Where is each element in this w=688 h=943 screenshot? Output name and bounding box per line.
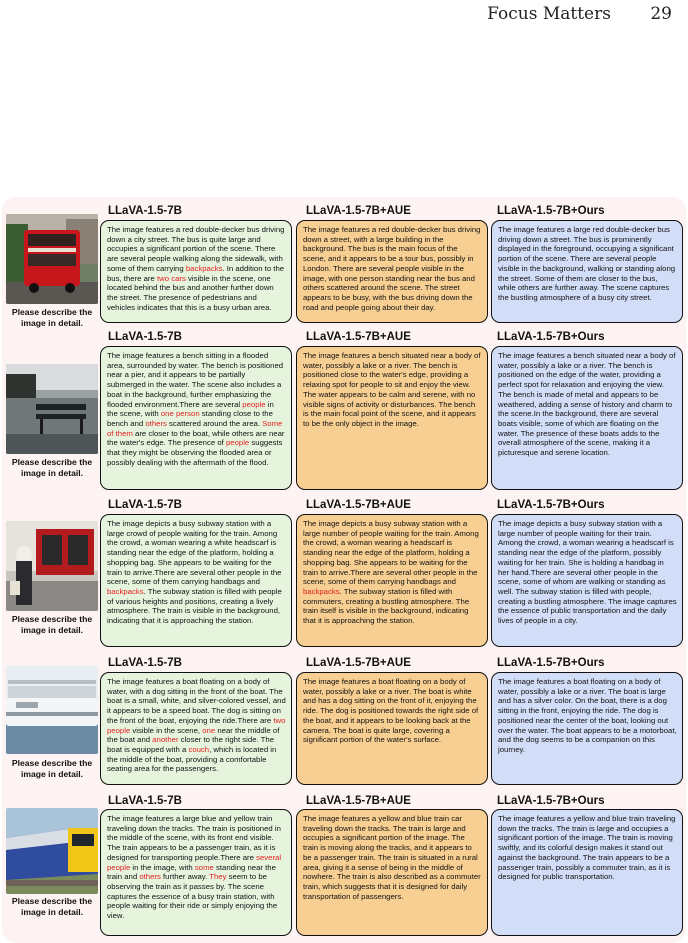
column-title-ours: LLaVA-1.5-7B+Ours	[497, 331, 605, 343]
boat-image	[6, 666, 98, 754]
caption-text: The image features a yellow and blue train traveling down the tracks. The train is large and occupies a significant portion of the image. The train is moving swiftly, and its colorful design makes it stand out against the background. The train appears to be a passenger train, possibly a commuter train, as it is designed for public transportation.	[498, 814, 676, 882]
caption-text: , which is located in the middle of the boat, providing a comfortable seating area for the passengers.	[107, 744, 277, 774]
caption-text: The image features a boat floating on a body of water, possibly a lake or a river. The boat is white and has a dog sitting on the front of it, enjoying the ride. The dog is positioned towards the right side of the boat, and it appears to be looking back at the camera. The boat is quite large, covering a significant portion of the water's surface.	[303, 677, 479, 745]
prompt-label: Please describe the image in detail.	[11, 896, 93, 917]
page-header	[487, 4, 672, 24]
hallucinated-phrase: people	[225, 438, 250, 448]
caption-text: seem to be observing the train as it passes by. The scene captures the essence of a busy train station, with people waiting for their ride or simply enjoying the view.	[107, 872, 278, 921]
caption-text: The image features a red double-decker bus driving down a street, with a large building in the background. The bus is the main focus of the scene, and it appears to be a tour bus, possibly in London. There are several people visible in the image, with one person standing near the bus and others scattered around the scene. The street appears to be busy, with the bus driving down the road and people going about their day.	[303, 225, 481, 312]
hallucinated-phrase: several people	[107, 852, 282, 872]
column-title-ours: LLaVA-1.5-7B+Ours	[497, 657, 605, 669]
caption-text: The image features a boat floating on a body of water, possibly a lake or a river. The boat is large and has a silver color. On the boat, there is a dog sitting in the front, enjoying the ride. The dog is positioned near the center of the boat, looking out over the water. The boat appears to be a motorboat, and the dog seems to be a companion on this journey.	[498, 677, 677, 754]
caption-text: in the scene, with	[107, 399, 274, 419]
aue-caption	[296, 346, 488, 490]
caption-text: The image features a bench situated near a body of water, possibly a lake or a river. The bench is positioned on the edge of the water, providing a perfect spot for relaxation and enjoying the view. The bench is made of metal and appears to be weathered, adding a sense of history and charm to the scene.In the background, there are several boats visible, some of which are floating on the water. The presence of these boats adds to the overall atmosphere of the scene, making it a picturesque and serene location.	[498, 351, 676, 458]
hallucinated-phrase: They	[209, 872, 227, 882]
caption-text: visible in the scene, one located behind the bus and another further down the street. The presence of pedestrians and vehicles indicates that this is a busy urban area.	[107, 273, 274, 312]
aue-caption	[296, 514, 488, 647]
caption-text: The image depicts a busy subway station with a large number of people waiting for the train. Among the crowd, a woman wearing a headscarf is standing near the edge of the platform, holding a shopping bag. She appears to be waiting for the train to arrive.There are several other people in the scene, some of them carrying handbags and	[303, 519, 479, 587]
caption-text: closer to the right side. The boat is equipped with a	[107, 735, 275, 754]
aue-caption	[296, 220, 488, 323]
baseline-caption	[100, 346, 292, 490]
subway-image	[6, 521, 98, 611]
hallucinated-phrase: some	[194, 862, 214, 872]
caption-text: . The subway station is filled with people of various heights and positions, creating a lively atmosphere. The train is visible in the background, indicating that it is approaching the station.	[107, 586, 282, 626]
caption-text: The image features a large blue and yellow train traveling down the tracks. The train is positioned in the middle of the scene, with its front end visible. The train appears to be a passenger train, as it is designed for transporting people.There are	[107, 814, 281, 862]
hallucinated-phrase: backpacks	[185, 263, 223, 273]
column-title-baseline: LLaVA-1.5-7B	[108, 499, 182, 511]
ours-caption	[491, 514, 683, 647]
baseline-caption	[100, 514, 292, 647]
column-title-aue: LLaVA-1.5-7B+AUE	[306, 205, 411, 217]
ours-caption	[491, 346, 683, 490]
bus-image	[6, 214, 98, 304]
hallucinated-phrase: backpacks	[107, 586, 144, 596]
column-title-ours: LLaVA-1.5-7B+Ours	[497, 499, 605, 511]
caption-text: The image features a bench situated near a body of water, possibly a lake or a river. The bench is positioned close to the water's edge, providing a relaxing spot for people to sit and enjoy the view. The water appears to be calm and serene, with no visible signs of activity or disturbances. The bench is the main focal point of the scene, and it appears to be the only object in the image.	[303, 351, 481, 428]
running-title: Focus Matters	[487, 4, 611, 24]
caption-text: The image depicts a busy subway station with a large number of people waiting for their train. Among the crowd, a woman wearing a headscarf is standing near the edge of the platform, possibly waiting for her train. She is holding a handbag in her hand.There are several other people in the scene, some of whom are walking or standing as well. The subway station is filled with people, creating a bustling atmosphere. The image captures the essence of public transportation and the daily lives of people in a city.	[498, 519, 677, 626]
caption-text: further away.	[160, 872, 210, 882]
baseline-caption	[100, 672, 292, 785]
bench-image	[6, 364, 98, 454]
hallucinated-phrase: two people	[107, 715, 286, 735]
column-title-aue: LLaVA-1.5-7B+AUE	[306, 499, 411, 511]
caption-text: scattered around the area.	[166, 418, 263, 428]
ours-caption	[491, 220, 683, 323]
caption-text: suggests that they might be observing the flooded area or possibly dealing with the aftermath of the flood.	[107, 438, 283, 467]
caption-text: The image features a red double-decker bus driving down a city street. The bus is quite large and occupies a significant portion of the scene. There are several people walking along the sidewalk, with some of them carrying	[107, 225, 285, 273]
caption-text: visible in the scene,	[130, 725, 203, 735]
prompt-label: Please describe the image in detail.	[11, 457, 93, 478]
caption-text: standing near the train and	[107, 862, 276, 882]
column-title-baseline: LLaVA-1.5-7B	[108, 331, 182, 343]
page-number: 29	[650, 4, 672, 24]
column-title-aue: LLaVA-1.5-7B+AUE	[306, 795, 411, 807]
column-title-aue: LLaVA-1.5-7B+AUE	[306, 657, 411, 669]
ours-caption	[491, 672, 683, 785]
caption-text: near the middle of the boat and	[107, 725, 280, 745]
column-title-baseline: LLaVA-1.5-7B	[108, 795, 182, 807]
hallucinated-phrase: others	[139, 872, 161, 882]
aue-caption	[296, 809, 488, 936]
column-title-baseline: LLaVA-1.5-7B	[108, 205, 182, 217]
hallucinated-phrase: others	[145, 418, 167, 428]
prompt-label: Please describe the image in detail.	[11, 307, 93, 328]
hallucinated-phrase: people	[242, 399, 266, 409]
hallucinated-phrase: couch	[188, 744, 210, 754]
hallucinated-phrase: backpacks	[303, 586, 340, 596]
hallucinated-phrase: one	[202, 725, 216, 735]
caption-text: in the image, with	[130, 862, 195, 872]
hallucinated-phrase: another	[152, 735, 179, 745]
prompt-label: Please describe the image in detail.	[11, 758, 93, 779]
column-title-aue: LLaVA-1.5-7B+AUE	[306, 331, 411, 343]
caption-text: The image features a large red double-decker bus driving down a street. The bus is prominently displayed in the foreground, occupying a significant portion of the scene. There are several people visible in the background, walking or standing along the street. Some of them are closer to the bus, while others are further away. The scene captures the bustling atmosphere of a busy city street.	[498, 225, 676, 302]
prompt-label: Please describe the image in detail.	[11, 614, 93, 635]
aue-caption	[296, 672, 488, 785]
baseline-caption	[100, 220, 292, 323]
caption-text: are closer to the boat, while others are near the water's edge. The presence of	[107, 428, 285, 448]
column-title-ours: LLaVA-1.5-7B+Ours	[497, 205, 605, 217]
caption-text: . In addition to the bus, there are	[107, 263, 285, 283]
caption-text: . The subway station is filled with commuters, creating a bustling atmosphere. The train itself is visible in the background, indicating that it is approaching the station.	[303, 586, 470, 626]
hallucinated-phrase: Some of them	[107, 418, 283, 438]
hallucinated-phrase: one person	[160, 409, 200, 419]
hallucinated-phrase: two cars	[156, 273, 186, 283]
column-title-baseline: LLaVA-1.5-7B	[108, 657, 182, 669]
caption-text: The image depicts a busy subway station with a large crowd of people waiting for the train. Among the crowd, a woman wearing a white headscarf is standing near the edge of the platform, holding a shopping bag. She appears to be waiting for the train to arrive.There are several other people in the scene, some of them carrying handbags and	[107, 519, 282, 587]
ours-caption	[491, 809, 683, 936]
train-image	[6, 808, 98, 894]
column-title-ours: LLaVA-1.5-7B+Ours	[497, 795, 605, 807]
baseline-caption	[100, 809, 292, 936]
caption-text: The image features a boat floating on a body of water, with a dog sitting in the front of the boat. The boat is a small, white, and silver-colored vessel, and it appears to be a speed boat. The dog is sitting on the front of the boat, enjoying the ride.There are	[107, 677, 286, 725]
caption-text: standing close to the bench and	[107, 409, 273, 428]
caption-text: The image features a yellow and blue train car traveling down the tracks. The train is large and occupies a significant portion of the image. The train is moving along the tracks, and it appears to be a passenger train. The train is situated in a rural area, giving it a sense of being in the middle of nowhere. The train is also described as a commuter train, which suggests that it is designed for daily transportation of passengers.	[303, 814, 481, 901]
caption-text: The image features a bench sitting in a flooded area, surrounded by water. The bench is positioned near a pier, and it appears to be partially submerged in the water. The scene also includes a boat in the background, further emphasizing the flooded environment.There are several	[107, 351, 284, 409]
